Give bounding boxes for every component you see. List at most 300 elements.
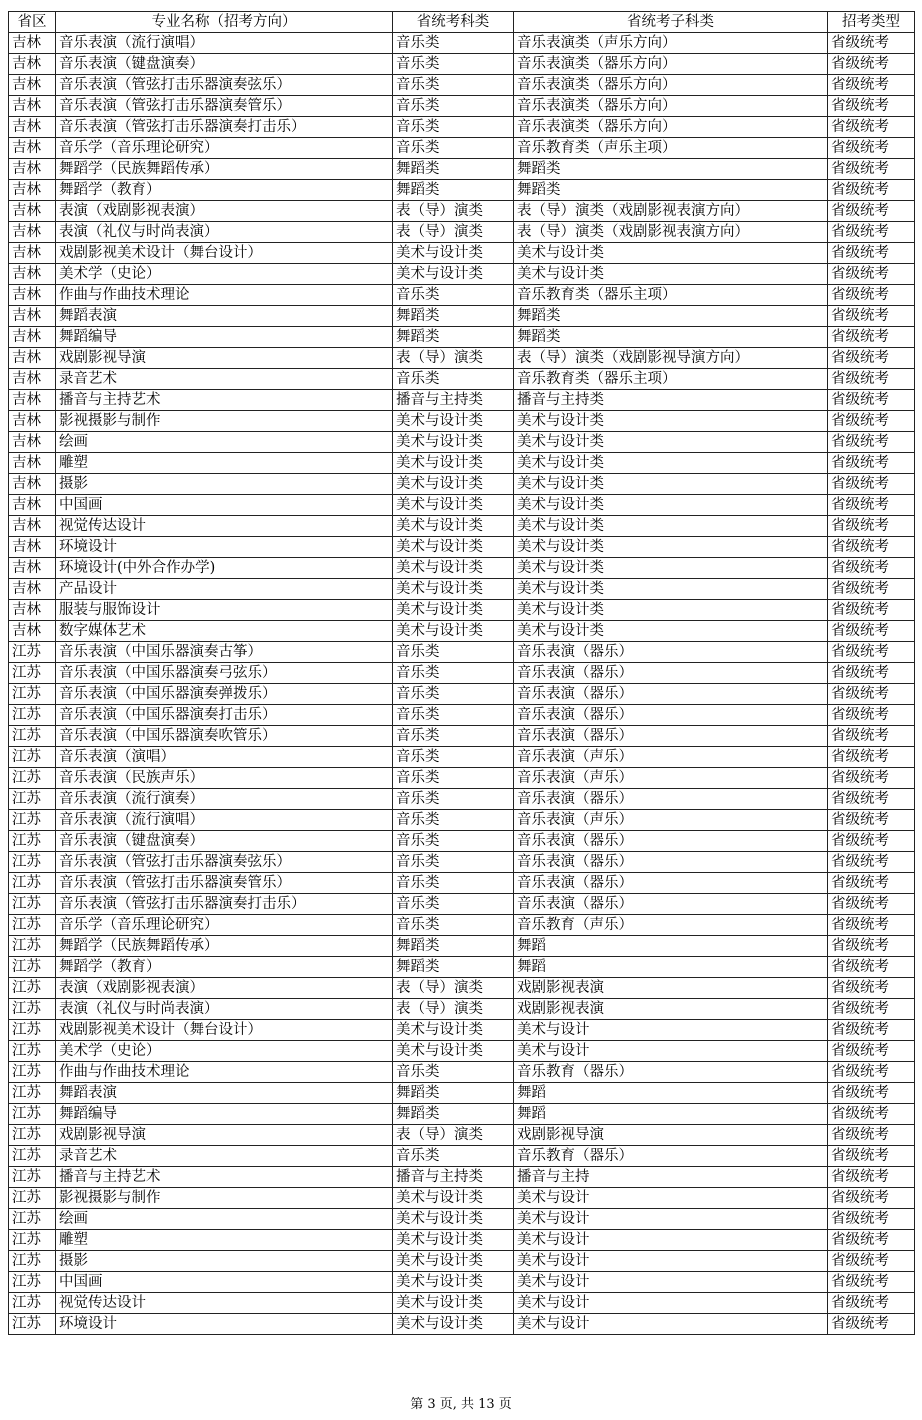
cell-exam-type: 省级统考 <box>828 222 915 243</box>
cell-exam-category: 美术与设计类 <box>393 495 514 516</box>
table-row <box>9 369 915 390</box>
cell-exam-type: 省级统考 <box>828 1230 915 1251</box>
cell-exam-category: 音乐类 <box>393 138 514 159</box>
cell-province: 江苏 <box>9 1020 56 1041</box>
cell-province: 江苏 <box>9 915 56 936</box>
cell-exam-subcategory: 美术与设计 <box>514 1293 828 1314</box>
cell-major-name: 美术学（史论） <box>56 1041 393 1062</box>
cell-exam-type: 省级统考 <box>828 642 915 663</box>
cell-exam-subcategory: 美术与设计类 <box>514 411 828 432</box>
cell-exam-category: 音乐类 <box>393 747 514 768</box>
cell-province: 江苏 <box>9 1041 56 1062</box>
cell-exam-subcategory: 美术与设计类 <box>514 579 828 600</box>
cell-province: 江苏 <box>9 747 56 768</box>
cell-exam-category: 表（导）演类 <box>393 348 514 369</box>
cell-province: 吉林 <box>9 180 56 201</box>
cell-exam-category: 美术与设计类 <box>393 1230 514 1251</box>
cell-major-name: 绘画 <box>56 1209 393 1230</box>
cell-province: 江苏 <box>9 789 56 810</box>
table-row <box>9 1062 915 1083</box>
column-header-exam-category: 省统考科类 <box>393 12 514 33</box>
cell-exam-type: 省级统考 <box>828 810 915 831</box>
cell-major-name: 舞蹈学（民族舞蹈传承） <box>56 936 393 957</box>
cell-exam-subcategory: 美术与设计类 <box>514 453 828 474</box>
cell-exam-subcategory: 美术与设计 <box>514 1209 828 1230</box>
cell-exam-subcategory: 表（导）演类（戏剧影视表演方向） <box>514 201 828 222</box>
cell-exam-subcategory: 舞蹈类 <box>514 180 828 201</box>
cell-major-name: 舞蹈编导 <box>56 1104 393 1125</box>
cell-exam-type: 省级统考 <box>828 684 915 705</box>
table-row <box>9 999 915 1020</box>
cell-exam-category: 美术与设计类 <box>393 600 514 621</box>
cell-exam-type: 省级统考 <box>828 1125 915 1146</box>
cell-exam-type: 省级统考 <box>828 390 915 411</box>
table-row <box>9 453 915 474</box>
cell-exam-subcategory: 音乐表演（器乐） <box>514 894 828 915</box>
cell-province: 江苏 <box>9 957 56 978</box>
cell-exam-subcategory: 音乐表演（器乐） <box>514 684 828 705</box>
table-row <box>9 873 915 894</box>
cell-exam-subcategory: 音乐表演（器乐） <box>514 726 828 747</box>
cell-major-name: 作曲与作曲技术理论 <box>56 1062 393 1083</box>
cell-major-name: 音乐表演（流行演唱） <box>56 810 393 831</box>
cell-exam-subcategory: 美术与设计 <box>514 1230 828 1251</box>
cell-province: 吉林 <box>9 54 56 75</box>
cell-exam-category: 美术与设计类 <box>393 1209 514 1230</box>
cell-province: 吉林 <box>9 369 56 390</box>
cell-exam-category: 表（导）演类 <box>393 1125 514 1146</box>
cell-exam-subcategory: 音乐表演（声乐） <box>514 810 828 831</box>
cell-exam-category: 表（导）演类 <box>393 999 514 1020</box>
cell-exam-category: 音乐类 <box>393 768 514 789</box>
cell-exam-subcategory: 音乐教育（器乐） <box>514 1146 828 1167</box>
cell-major-name: 音乐表演（键盘演奏） <box>56 54 393 75</box>
cell-exam-subcategory: 音乐表演类（器乐方向） <box>514 75 828 96</box>
cell-major-name: 音乐学（音乐理论研究） <box>56 138 393 159</box>
cell-exam-type: 省级统考 <box>828 1209 915 1230</box>
cell-exam-subcategory: 舞蹈 <box>514 1104 828 1125</box>
cell-exam-subcategory: 舞蹈类 <box>514 159 828 180</box>
cell-exam-subcategory: 音乐教育（器乐） <box>514 1062 828 1083</box>
cell-exam-category: 音乐类 <box>393 54 514 75</box>
cell-major-name: 音乐表演（管弦打击乐器演奏管乐） <box>56 96 393 117</box>
cell-province: 江苏 <box>9 768 56 789</box>
cell-province: 江苏 <box>9 1104 56 1125</box>
table-row <box>9 537 915 558</box>
cell-major-name: 戏剧影视美术设计（舞台设计） <box>56 243 393 264</box>
cell-province: 吉林 <box>9 390 56 411</box>
cell-major-name: 播音与主持艺术 <box>56 390 393 411</box>
table-row <box>9 1104 915 1125</box>
table-header <box>9 12 915 33</box>
cell-major-name: 音乐表演（中国乐器演奏弹拨乐） <box>56 684 393 705</box>
cell-exam-type: 省级统考 <box>828 1188 915 1209</box>
table-row <box>9 1020 915 1041</box>
cell-exam-category: 音乐类 <box>393 810 514 831</box>
cell-major-name: 播音与主持艺术 <box>56 1167 393 1188</box>
cell-exam-type: 省级统考 <box>828 243 915 264</box>
cell-major-name: 视觉传达设计 <box>56 516 393 537</box>
cell-exam-category: 美术与设计类 <box>393 579 514 600</box>
cell-exam-type: 省级统考 <box>828 327 915 348</box>
cell-exam-subcategory: 美术与设计类 <box>514 537 828 558</box>
cell-exam-subcategory: 音乐表演（器乐） <box>514 789 828 810</box>
table-row <box>9 306 915 327</box>
cell-exam-subcategory: 播音与主持 <box>514 1167 828 1188</box>
cell-exam-type: 省级统考 <box>828 915 915 936</box>
cell-exam-type: 省级统考 <box>828 1104 915 1125</box>
cell-exam-category: 舞蹈类 <box>393 306 514 327</box>
cell-province: 吉林 <box>9 285 56 306</box>
table-row <box>9 516 915 537</box>
cell-province: 江苏 <box>9 999 56 1020</box>
table-row <box>9 558 915 579</box>
cell-major-name: 音乐表演（中国乐器演奏打击乐） <box>56 705 393 726</box>
cell-major-name: 音乐表演（演唱） <box>56 747 393 768</box>
cell-major-name: 影视摄影与制作 <box>56 411 393 432</box>
cell-exam-type: 省级统考 <box>828 369 915 390</box>
cell-major-name: 影视摄影与制作 <box>56 1188 393 1209</box>
cell-exam-subcategory: 美术与设计类 <box>514 432 828 453</box>
cell-province: 江苏 <box>9 663 56 684</box>
cell-exam-type: 省级统考 <box>828 180 915 201</box>
table-row <box>9 1188 915 1209</box>
cell-exam-category: 美术与设计类 <box>393 621 514 642</box>
cell-exam-subcategory: 舞蹈 <box>514 957 828 978</box>
cell-exam-subcategory: 美术与设计类 <box>514 621 828 642</box>
cell-major-name: 舞蹈学（民族舞蹈传承） <box>56 159 393 180</box>
cell-exam-category: 音乐类 <box>393 369 514 390</box>
cell-exam-type: 省级统考 <box>828 1167 915 1188</box>
cell-exam-subcategory: 音乐表演（器乐） <box>514 831 828 852</box>
cell-province: 江苏 <box>9 831 56 852</box>
table-row <box>9 75 915 96</box>
cell-exam-subcategory: 美术与设计 <box>514 1020 828 1041</box>
cell-province: 吉林 <box>9 516 56 537</box>
cell-exam-subcategory: 美术与设计类 <box>514 558 828 579</box>
table-row <box>9 327 915 348</box>
table-row <box>9 495 915 516</box>
cell-exam-category: 舞蹈类 <box>393 1083 514 1104</box>
table-row <box>9 54 915 75</box>
cell-major-name: 音乐表演（流行演奏） <box>56 789 393 810</box>
cell-exam-type: 省级统考 <box>828 789 915 810</box>
cell-major-name: 音乐表演（管弦打击乐器演奏管乐） <box>56 873 393 894</box>
cell-exam-category: 音乐类 <box>393 852 514 873</box>
cell-major-name: 音乐学（音乐理论研究） <box>56 915 393 936</box>
cell-major-name: 录音艺术 <box>56 369 393 390</box>
cell-province: 吉林 <box>9 138 56 159</box>
cell-exam-type: 省级统考 <box>828 96 915 117</box>
cell-exam-subcategory: 舞蹈 <box>514 936 828 957</box>
cell-exam-type: 省级统考 <box>828 516 915 537</box>
cell-province: 吉林 <box>9 600 56 621</box>
table-row <box>9 936 915 957</box>
cell-exam-category: 播音与主持类 <box>393 390 514 411</box>
cell-province: 吉林 <box>9 348 56 369</box>
table-row <box>9 579 915 600</box>
cell-exam-type: 省级统考 <box>828 726 915 747</box>
cell-exam-subcategory: 舞蹈 <box>514 1083 828 1104</box>
cell-major-name: 美术学（史论） <box>56 264 393 285</box>
cell-exam-category: 音乐类 <box>393 1146 514 1167</box>
cell-major-name: 音乐表演（管弦打击乐器演奏弦乐） <box>56 75 393 96</box>
cell-exam-type: 省级统考 <box>828 54 915 75</box>
cell-exam-subcategory: 音乐表演（声乐） <box>514 768 828 789</box>
cell-exam-category: 音乐类 <box>393 726 514 747</box>
cell-exam-category: 美术与设计类 <box>393 516 514 537</box>
cell-exam-type: 省级统考 <box>828 873 915 894</box>
cell-major-name: 表演（戏剧影视表演） <box>56 201 393 222</box>
cell-exam-subcategory: 音乐表演类（器乐方向） <box>514 117 828 138</box>
cell-province: 江苏 <box>9 1272 56 1293</box>
cell-exam-subcategory: 音乐表演类（器乐方向） <box>514 96 828 117</box>
cell-exam-type: 省级统考 <box>828 453 915 474</box>
cell-province: 吉林 <box>9 159 56 180</box>
cell-province: 吉林 <box>9 75 56 96</box>
cell-exam-category: 音乐类 <box>393 684 514 705</box>
cell-exam-type: 省级统考 <box>828 600 915 621</box>
cell-major-name: 环境设计(中外合作办学) <box>56 558 393 579</box>
table-row <box>9 684 915 705</box>
cell-province: 江苏 <box>9 1062 56 1083</box>
cell-major-name: 摄影 <box>56 474 393 495</box>
cell-major-name: 戏剧影视导演 <box>56 1125 393 1146</box>
cell-major-name: 舞蹈学（教育） <box>56 180 393 201</box>
cell-exam-subcategory: 音乐表演（器乐） <box>514 663 828 684</box>
cell-major-name: 绘画 <box>56 432 393 453</box>
cell-exam-type: 省级统考 <box>828 33 915 54</box>
cell-major-name: 服装与服饰设计 <box>56 600 393 621</box>
cell-exam-subcategory: 戏剧影视导演 <box>514 1125 828 1146</box>
cell-exam-subcategory: 美术与设计 <box>514 1314 828 1335</box>
cell-exam-type: 省级统考 <box>828 936 915 957</box>
cell-province: 吉林 <box>9 495 56 516</box>
cell-major-name: 视觉传达设计 <box>56 1293 393 1314</box>
cell-exam-subcategory: 表（导）演类（戏剧影视表演方向） <box>514 222 828 243</box>
cell-province: 江苏 <box>9 642 56 663</box>
cell-exam-category: 音乐类 <box>393 1062 514 1083</box>
cell-exam-type: 省级统考 <box>828 432 915 453</box>
table-row <box>9 1125 915 1146</box>
cell-exam-type: 省级统考 <box>828 411 915 432</box>
cell-exam-type: 省级统考 <box>828 1020 915 1041</box>
cell-major-name: 音乐表演（流行演唱） <box>56 33 393 54</box>
table-row <box>9 285 915 306</box>
cell-province: 江苏 <box>9 1293 56 1314</box>
cell-exam-category: 音乐类 <box>393 789 514 810</box>
table-row <box>9 1167 915 1188</box>
cell-exam-category: 音乐类 <box>393 285 514 306</box>
cell-exam-subcategory: 美术与设计类 <box>514 516 828 537</box>
cell-major-name: 音乐表演（中国乐器演奏吹管乐） <box>56 726 393 747</box>
table-row <box>9 390 915 411</box>
cell-province: 吉林 <box>9 537 56 558</box>
cell-exam-category: 美术与设计类 <box>393 1020 514 1041</box>
cell-exam-subcategory: 音乐表演（器乐） <box>514 873 828 894</box>
cell-major-name: 中国画 <box>56 495 393 516</box>
column-header-exam-subcategory: 省统考子科类 <box>514 12 828 33</box>
table-row <box>9 642 915 663</box>
cell-exam-subcategory: 美术与设计类 <box>514 243 828 264</box>
table-row <box>9 810 915 831</box>
cell-exam-type: 省级统考 <box>828 663 915 684</box>
cell-exam-category: 音乐类 <box>393 915 514 936</box>
cell-province: 吉林 <box>9 579 56 600</box>
cell-exam-subcategory: 音乐教育（声乐） <box>514 915 828 936</box>
cell-exam-type: 省级统考 <box>828 117 915 138</box>
cell-exam-category: 音乐类 <box>393 75 514 96</box>
table-row <box>9 348 915 369</box>
cell-province: 吉林 <box>9 453 56 474</box>
table-row <box>9 768 915 789</box>
cell-exam-type: 省级统考 <box>828 1314 915 1335</box>
cell-province: 江苏 <box>9 1146 56 1167</box>
table-row <box>9 747 915 768</box>
cell-exam-type: 省级统考 <box>828 768 915 789</box>
table-row <box>9 1230 915 1251</box>
cell-exam-category: 美术与设计类 <box>393 411 514 432</box>
table-row <box>9 705 915 726</box>
cell-exam-subcategory: 音乐表演（器乐） <box>514 852 828 873</box>
cell-exam-type: 省级统考 <box>828 558 915 579</box>
table-row <box>9 1083 915 1104</box>
cell-province: 江苏 <box>9 684 56 705</box>
table-row <box>9 159 915 180</box>
cell-exam-category: 美术与设计类 <box>393 1188 514 1209</box>
cell-exam-category: 表（导）演类 <box>393 978 514 999</box>
cell-province: 江苏 <box>9 873 56 894</box>
cell-exam-type: 省级统考 <box>828 978 915 999</box>
cell-major-name: 音乐表演（键盘演奏） <box>56 831 393 852</box>
cell-exam-subcategory: 舞蹈类 <box>514 327 828 348</box>
cell-exam-category: 美术与设计类 <box>393 1251 514 1272</box>
cell-exam-category: 美术与设计类 <box>393 1293 514 1314</box>
table-row <box>9 831 915 852</box>
column-header-exam-type: 招考类型 <box>828 12 915 33</box>
cell-exam-category: 音乐类 <box>393 831 514 852</box>
cell-major-name: 表演（戏剧影视表演） <box>56 978 393 999</box>
cell-exam-type: 省级统考 <box>828 747 915 768</box>
cell-exam-category: 舞蹈类 <box>393 180 514 201</box>
table-row <box>9 117 915 138</box>
cell-province: 吉林 <box>9 222 56 243</box>
cell-province: 江苏 <box>9 810 56 831</box>
cell-province: 吉林 <box>9 33 56 54</box>
cell-exam-type: 省级统考 <box>828 1293 915 1314</box>
cell-province: 江苏 <box>9 978 56 999</box>
cell-major-name: 舞蹈表演 <box>56 306 393 327</box>
cell-major-name: 中国画 <box>56 1272 393 1293</box>
cell-exam-category: 美术与设计类 <box>393 1314 514 1335</box>
cell-exam-subcategory: 美术与设计类 <box>514 474 828 495</box>
cell-province: 江苏 <box>9 705 56 726</box>
cell-major-name: 环境设计 <box>56 537 393 558</box>
cell-major-name: 作曲与作曲技术理论 <box>56 285 393 306</box>
cell-exam-category: 音乐类 <box>393 96 514 117</box>
table-row <box>9 411 915 432</box>
cell-province: 江苏 <box>9 1230 56 1251</box>
table-body <box>9 33 915 1335</box>
table-row <box>9 789 915 810</box>
cell-major-name: 雕塑 <box>56 453 393 474</box>
cell-exam-category: 舞蹈类 <box>393 327 514 348</box>
cell-exam-subcategory: 表（导）演类（戏剧影视导演方向） <box>514 348 828 369</box>
cell-major-name: 录音艺术 <box>56 1146 393 1167</box>
cell-exam-type: 省级统考 <box>828 537 915 558</box>
table-row <box>9 600 915 621</box>
table-row <box>9 1251 915 1272</box>
cell-exam-category: 音乐类 <box>393 117 514 138</box>
cell-exam-type: 省级统考 <box>828 474 915 495</box>
cell-major-name: 戏剧影视美术设计（舞台设计） <box>56 1020 393 1041</box>
cell-exam-type: 省级统考 <box>828 201 915 222</box>
page-footer: 第 3 页, 共 13 页 <box>410 1397 512 1412</box>
cell-exam-type: 省级统考 <box>828 831 915 852</box>
cell-exam-type: 省级统考 <box>828 1062 915 1083</box>
cell-exam-subcategory: 播音与主持类 <box>514 390 828 411</box>
cell-exam-type: 省级统考 <box>828 1083 915 1104</box>
cell-province: 吉林 <box>9 96 56 117</box>
cell-exam-subcategory: 美术与设计类 <box>514 600 828 621</box>
cell-exam-type: 省级统考 <box>828 894 915 915</box>
table-row <box>9 894 915 915</box>
cell-major-name: 数字媒体艺术 <box>56 621 393 642</box>
cell-exam-subcategory: 音乐教育类（器乐主项） <box>514 369 828 390</box>
cell-exam-category: 美术与设计类 <box>393 474 514 495</box>
cell-province: 江苏 <box>9 852 56 873</box>
cell-exam-type: 省级统考 <box>828 579 915 600</box>
cell-exam-type: 省级统考 <box>828 852 915 873</box>
cell-major-name: 表演（礼仪与时尚表演） <box>56 222 393 243</box>
table-row <box>9 1293 915 1314</box>
cell-exam-type: 省级统考 <box>828 159 915 180</box>
cell-province: 吉林 <box>9 411 56 432</box>
cell-exam-subcategory: 美术与设计 <box>514 1272 828 1293</box>
cell-exam-type: 省级统考 <box>828 957 915 978</box>
table-row <box>9 978 915 999</box>
cell-exam-category: 舞蹈类 <box>393 1104 514 1125</box>
table-row <box>9 222 915 243</box>
cell-exam-category: 播音与主持类 <box>393 1167 514 1188</box>
cell-province: 吉林 <box>9 327 56 348</box>
cell-exam-type: 省级统考 <box>828 264 915 285</box>
cell-exam-subcategory: 音乐教育类（器乐主项） <box>514 285 828 306</box>
table-row <box>9 33 915 54</box>
cell-exam-category: 美术与设计类 <box>393 264 514 285</box>
cell-province: 江苏 <box>9 1314 56 1335</box>
cell-exam-category: 音乐类 <box>393 663 514 684</box>
enrollment-table <box>8 11 915 1335</box>
cell-exam-type: 省级统考 <box>828 138 915 159</box>
table-row <box>9 1272 915 1293</box>
cell-province: 吉林 <box>9 474 56 495</box>
cell-exam-category: 美术与设计类 <box>393 453 514 474</box>
cell-province: 吉林 <box>9 306 56 327</box>
cell-exam-subcategory: 戏剧影视表演 <box>514 999 828 1020</box>
cell-major-name: 音乐表演（管弦打击乐器演奏弦乐） <box>56 852 393 873</box>
table-row <box>9 726 915 747</box>
cell-major-name: 戏剧影视导演 <box>56 348 393 369</box>
table-row <box>9 1041 915 1062</box>
cell-exam-category: 音乐类 <box>393 894 514 915</box>
cell-province: 吉林 <box>9 243 56 264</box>
column-header-major-name: 专业名称（招考方向） <box>56 12 393 33</box>
cell-exam-subcategory: 音乐教育类（声乐主项） <box>514 138 828 159</box>
table-row <box>9 264 915 285</box>
table-row <box>9 621 915 642</box>
cell-exam-category: 美术与设计类 <box>393 243 514 264</box>
